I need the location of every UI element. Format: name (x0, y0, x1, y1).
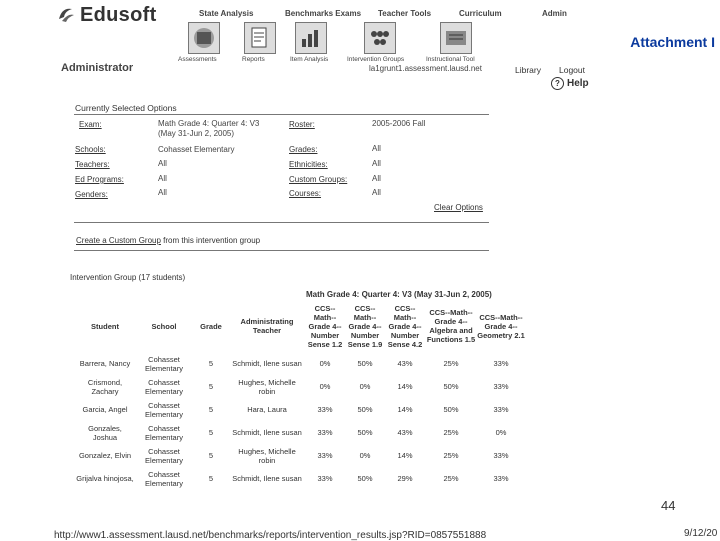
subnav-assessments[interactable]: Assessments (178, 56, 217, 63)
score-cell: 25% (443, 474, 459, 483)
ed-programs-label: Ed Programs: (75, 175, 124, 184)
score-cell: 33% (493, 474, 509, 483)
teachers-label: Teachers: (75, 160, 110, 169)
teacher-name-cell: Hughes, Michelle robin (238, 377, 296, 396)
nav-teacher-tools[interactable]: Teacher Tools (378, 9, 432, 18)
school-name-cell: Cohasset Elementary (145, 354, 183, 373)
footer-date: 9/12/20 (684, 528, 718, 539)
col-geometry-2-1[interactable]: CCS--Math--Grade 4--Geometry 2.1 (477, 312, 525, 340)
item-analysis-icon[interactable] (295, 22, 327, 54)
teacher-name-cell: Schmidt, Ilene susan (232, 474, 302, 483)
student-name-cell[interactable]: Gonzales, Joshua (88, 423, 122, 442)
teacher-name-cell: Hughes, Michelle robin (238, 446, 296, 465)
divider (74, 250, 489, 251)
col-student[interactable]: Student (91, 321, 119, 331)
exam-value: Math Grade 4: Quarter 4: V3 (May 31-Jun 2, 2005) (158, 119, 260, 138)
page-number: 44 (661, 498, 676, 513)
divider (74, 222, 489, 223)
col-algebra-functions-1-5[interactable]: CCS--Math--Grade 4--Algebra and Functions 1.5 (426, 308, 476, 344)
score-cell: 33% (493, 359, 509, 368)
ed-programs-value: All (158, 174, 167, 183)
school-name-cell: Cohasset Elementary (145, 423, 183, 442)
roster-label: Roster: (289, 120, 315, 129)
edusoft-logo-icon (56, 5, 76, 25)
exam-label: Exam: (79, 120, 102, 129)
exam-title: Math Grade 4: Quarter 4: V3 (May 31-Jun 2, 2005) (306, 290, 492, 299)
score-cell: 33% (493, 451, 509, 460)
col-number-sense-1-2[interactable]: CCS--Math--Grade 4--Number Sense 1.2 (307, 303, 343, 349)
grades-value: All (372, 144, 381, 153)
teacher-name-cell: Schmidt, Ilene susan (232, 359, 302, 368)
user-role-label: Administrator (61, 62, 134, 74)
score-cell: 14% (397, 451, 413, 460)
help-icon: ? (551, 77, 564, 90)
grade-value-cell: 5 (208, 474, 214, 483)
table-row (75, 352, 525, 375)
genders-value: All (158, 188, 167, 197)
table-row (75, 421, 525, 444)
score-cell: 50% (443, 405, 459, 414)
col-number-sense-4-2[interactable]: CCS--Math--Grade 4--Number Sense 4.2 (387, 303, 423, 349)
custom-group-line (76, 236, 260, 245)
score-cell: 33% (493, 405, 509, 414)
server-domain: la1grunt1.assessment.lausd.net (369, 64, 482, 73)
score-cell: 33% (317, 474, 333, 483)
schools-value: Cohasset Elementary (158, 145, 235, 154)
subnav-instructional-tool[interactable]: Instructional Tool (426, 56, 475, 63)
help-label: Help (567, 78, 589, 89)
school-name-cell: Cohasset Elementary (145, 469, 183, 488)
create-custom-group-link[interactable]: Create a Custom Group (76, 236, 161, 245)
score-cell: 50% (357, 405, 373, 414)
nav-benchmarks-exams[interactable]: Benchmarks Exams (285, 9, 362, 18)
table-row (75, 398, 525, 421)
col-grade[interactable]: Grade (200, 321, 222, 331)
score-cell: 14% (397, 382, 413, 391)
schools-label: Schools: (75, 145, 106, 154)
logout-link[interactable]: Logout (559, 65, 585, 75)
col-number-sense-1-9[interactable]: CCS--Math--Grade 4--Number Sense 1.9 (347, 303, 383, 349)
roster-value: 2005-2006 Fall (372, 119, 426, 128)
table-row (75, 467, 525, 490)
intervention-groups-icon[interactable] (364, 22, 396, 54)
school-name-cell: Cohasset Elementary (145, 400, 183, 419)
score-cell: 50% (443, 382, 459, 391)
teacher-name-cell: Hara, Laura (247, 405, 287, 414)
nav-curriculum[interactable]: Curriculum (459, 9, 502, 18)
score-cell: 0% (319, 359, 331, 368)
help-link[interactable] (551, 77, 589, 90)
reports-icon[interactable] (244, 22, 276, 54)
grades-label: Grades: (289, 145, 318, 154)
genders-label: Genders: (75, 190, 108, 199)
library-link[interactable]: Library (515, 65, 541, 75)
edusoft-logo[interactable] (56, 4, 157, 26)
score-cell: 33% (317, 428, 333, 437)
teacher-name-cell: Schmidt, Ilene susan (232, 428, 302, 437)
divider (74, 114, 489, 115)
student-name-cell[interactable]: Grijalva hinojosa, (76, 474, 134, 483)
clear-options-link[interactable]: Clear Options (434, 203, 483, 212)
score-cell: 25% (443, 428, 459, 437)
score-cell: 33% (317, 405, 333, 414)
score-cell: 33% (493, 382, 509, 391)
custom-group-text: from this intervention group (160, 236, 261, 245)
grade-value-cell: 5 (208, 359, 214, 368)
table-row (75, 444, 525, 467)
courses-value: All (372, 188, 381, 197)
custom-groups-label: Custom Groups: (289, 175, 348, 184)
selected-options-heading: Currently Selected Options (75, 103, 177, 113)
subnav-reports[interactable]: Reports (242, 56, 265, 63)
student-name-cell[interactable]: Garcia, Angel (82, 405, 128, 414)
subnav-intervention-groups[interactable]: Intervention Groups (347, 56, 405, 63)
score-cell: 14% (397, 405, 413, 414)
courses-label: Courses: (289, 189, 322, 198)
attachment-label: Attachment I (630, 34, 715, 50)
score-cell: 50% (357, 359, 373, 368)
score-cell: 25% (443, 359, 459, 368)
score-cell: 43% (397, 428, 413, 437)
intervention-heading: Intervention Group (17 students) (70, 273, 186, 282)
student-name-cell[interactable]: Gonzalez, Elvin (78, 451, 132, 460)
teachers-value: All (158, 159, 167, 168)
intervention-table (75, 300, 525, 490)
score-cell: 50% (357, 474, 373, 483)
instructional-tool-icon[interactable] (440, 22, 472, 54)
nav-admin[interactable]: Admin (542, 9, 567, 18)
col-teacher[interactable]: Administrating Teacher (240, 317, 294, 335)
ethnicities-value: All (372, 159, 381, 168)
grade-value-cell: 5 (208, 405, 214, 414)
student-name-cell[interactable]: Barrera, Nancy (79, 359, 131, 368)
grade-value-cell: 5 (208, 382, 214, 391)
score-cell: 0% (359, 382, 371, 391)
score-cell: 0% (495, 428, 507, 437)
table-row (75, 375, 525, 398)
score-cell: 25% (443, 451, 459, 460)
footer-url: http://www1.assessment.lausd.net/benchmarks/reports/intervention_results.jsp?RID=0857551888 (54, 530, 487, 541)
custom-groups-value: All (372, 174, 381, 183)
logo-text: Edusoft (80, 3, 157, 26)
score-cell: 0% (359, 451, 371, 460)
grade-value-cell: 5 (208, 451, 214, 460)
ethnicities-label: Ethnicities: (289, 160, 328, 169)
nav-state-analysis[interactable]: State Analysis (199, 9, 254, 18)
grade-value-cell: 5 (208, 428, 214, 437)
score-cell: 29% (397, 474, 413, 483)
score-cell: 43% (397, 359, 413, 368)
assessments-icon[interactable] (188, 22, 220, 54)
student-name-cell[interactable]: Crismond, Zachary (87, 377, 123, 396)
school-name-cell: Cohasset Elementary (145, 377, 183, 396)
score-cell: 0% (319, 382, 331, 391)
score-cell: 50% (357, 428, 373, 437)
col-school[interactable]: School (151, 321, 177, 331)
subnav-item-analysis[interactable]: Item Analysis (290, 56, 329, 63)
school-name-cell: Cohasset Elementary (145, 446, 183, 465)
score-cell: 33% (317, 451, 333, 460)
